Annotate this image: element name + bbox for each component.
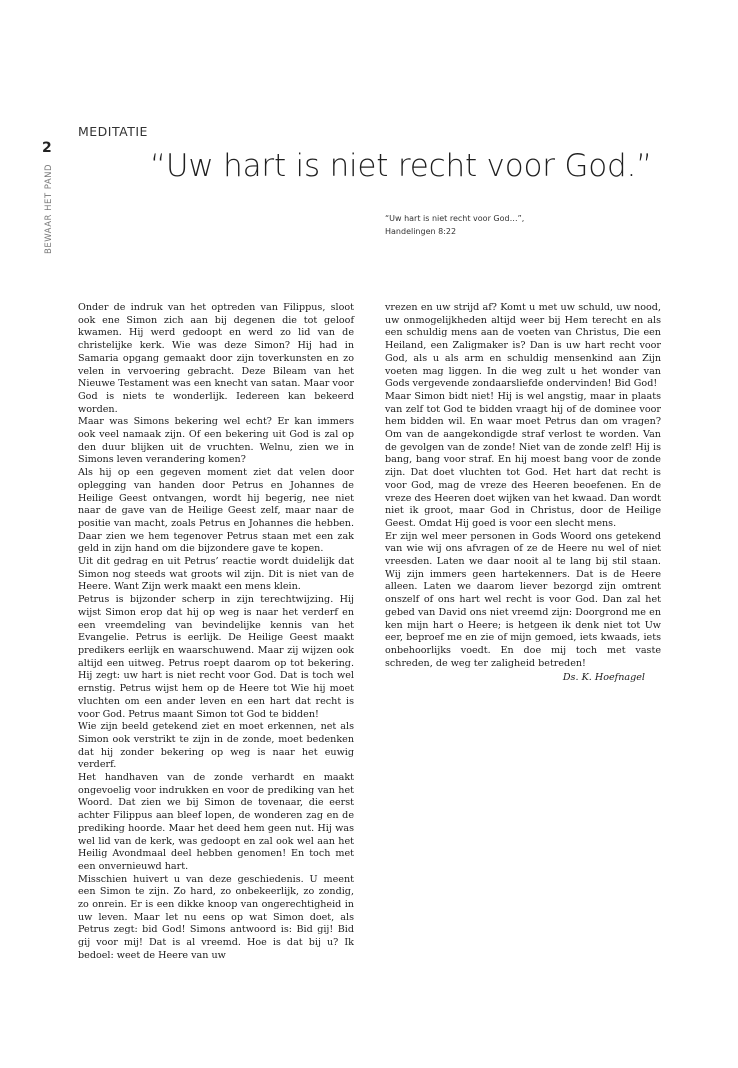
paragraph: Het handhaven van de zonde verhardt en maakt ongevoelig voor indrukken en voor de prediking van het Woord. Dat zien we bij Simon de tovenaar, die eerst achter Filippus aan bleef lopen, de wonderen zag en de prediking hoorde. Maar het deed hem geen nut. Hij was wel lid van de kerk, was gedoopt en zal ook wel aan het Heilig Avondmaal deel hebben genomen! En toch met een onvernieuwd hart. [78, 772, 354, 872]
article-column-right [385, 302, 661, 685]
paragraph: Petrus is bijzonder scherp in zijn terechtwijzing. Hij wijst Simon erop dat hij op weg is naar het verderf en een vreemdeling van bevindelijke kennis van het Evangelie. Petrus is eerlijk. De Heilige Geest maakt predikers eerlijk en waarschuwend. Maar zij wijzen ook altijd een uitweg. Petrus roept daarom op tot bekering. Hij zegt: uw hart is niet recht voor God. Dat is toch wel ernstig. Petrus wijst hem op de Heere tot Wie hij moet vluchten om een ander leven en een hart dat recht is voor God. Petrus maant Simon tot God te bidden! [78, 594, 354, 720]
epigraph [385, 212, 524, 238]
paragraph: Maar was Simons bekering wel echt? Er kan immers ook veel namaak zijn. Of een bekering uit God is zal op den duur blijken uit de vruchten. Welnu, zien we in Simons leven verandering komen? [78, 416, 354, 466]
paragraph: Wie zijn beeld getekend ziet en moet erkennen, net als Simon ook verstrikt te zijn in de zonde, moet bedenken dat hij zonder bekering op weg is naar het euwig verderf. [78, 721, 354, 771]
paragraph: Uit dit gedrag en uit Petrus’ reactie wordt duidelijk dat Simon nog steeds wat groots wil zijn. Dit is niet van de Heere. Want Zijn werk maakt een mens klein. [78, 556, 354, 593]
section-label: MEDITATIE [78, 124, 148, 139]
page-number: 2 [42, 140, 52, 156]
epigraph-quote: “Uw hart is niet recht voor God…”, [385, 214, 525, 223]
epigraph-reference: Handelingen 8:22 [385, 227, 457, 236]
paragraph: Er zijn wel meer personen in Gods Woord ons getekend van wie wij ons afvragen of ze de Heere nu wel of niet vreesden. Laten we daar nooit al te lang bij stil staan. Wij zijn immers geen hartekenners. Dat is de Heere alleen. Laten we daarom liever bezorgd zijn omtrent onszelf of ons hart wel recht is voor God. Dan zal het gebed van David ons niet vreemd zijn: Doorgrond me en ken mijn hart o Heere; is hetgeen ik denk niet tot Uw eer, beproef me en zie of mijn gemoed, iets kwaads, iets onbehoorlijks voedt. En doe mij toch met vaste schreden, de weg ter zaligheid betreden! [385, 530, 661, 669]
paragraph: Maar Simon bidt niet! Hij is wel angstig, maar in plaats van zelf tot God te bidden vraagt hij of de dominee voor hem bidden wil. En waar moet Petrus dan om vragen? Om van de aangekondigde straf verlost te worden. Van de gevolgen van de zonde! Niet van de zonde zelf! Hij is bang, bang voor straf. En hij moest bang voor de zonde zijn. Dat doet vluchten tot God. Het hart dat recht is voor God, mag de vreze des Heeren beoefenen. En de vreze des Heeren doet wijken van het kwaad. Dan wordt niet ik groot, maar God in Christus, door de Heilige Geest. Omdat Hij goed is voor een slecht mens. [385, 390, 661, 529]
paragraph: vrezen en uw strijd af? Komt u met uw schuld, uw nood, uw onmogelijkheden altijd weer bij Hem terecht en als een schuldig mens aan de voeten van Christus, Die een Heiland, een Zaligmaker is? Dan is uw hart recht voor God, als u als arm en schuldig mensenkind aan Zijn voeten mag liggen. In die weg zult u het wonder van Gods vergevende zondaarsliefde ondervinden! Bid God! [385, 302, 661, 390]
paragraph: Misschien huivert u van deze geschiedenis. U meent een Simon te zijn. Zo hard, zo onbekeerlijk, zo zondig, zo onrein. Er is een dikke knoop van ongerechtigheid in uw leven. Maar let nu eens op wat Simon doet, als Petrus zegt: bid God! Simons antwoord is: Bid gij! Bid gij voor mij! Dat is al vreemd. Hoe is dat bij u? Ik bedoel: weet de Heere van uw [78, 873, 354, 961]
author-signature: Ds. K. Hoefnagel [562, 672, 645, 684]
paragraph: Onder de indruk van het optreden van Filippus, sloot ook ene Simon zich aan bij degenen die tot geloof kwamen. Hij werd gedoopt en werd zo lid van de christelijke kerk. Wie was deze Simon? Hij had in Samaria opgang gemaakt door zijn toverkunsten en zo velen in vervoering gebracht. Deze Bileam van het Nieuwe Testament was een knecht van satan. Maar voor God is niets te wonderlijk. Iedereen kan bekeerd worden. [78, 302, 354, 415]
running-head: BEWAAR HET PAND [44, 163, 54, 254]
page-title: “Uw hart is niet recht voor God.” [150, 148, 653, 184]
paragraph: Als hij op een gegeven moment ziet dat velen door oplegging van handen door Petrus en Johannes de Heilige Geest ontvangen, wordt hij begerig, nee niet naar de gave van de Heilige Geest zelf, maar naar de positie van macht, zoals Petrus en Johannes die hebben. Daar zien we hem tegenover Petrus staan met een zak geld in zijn hand om die bijzondere gave te kopen. [78, 467, 354, 555]
article-column-left [78, 302, 354, 963]
